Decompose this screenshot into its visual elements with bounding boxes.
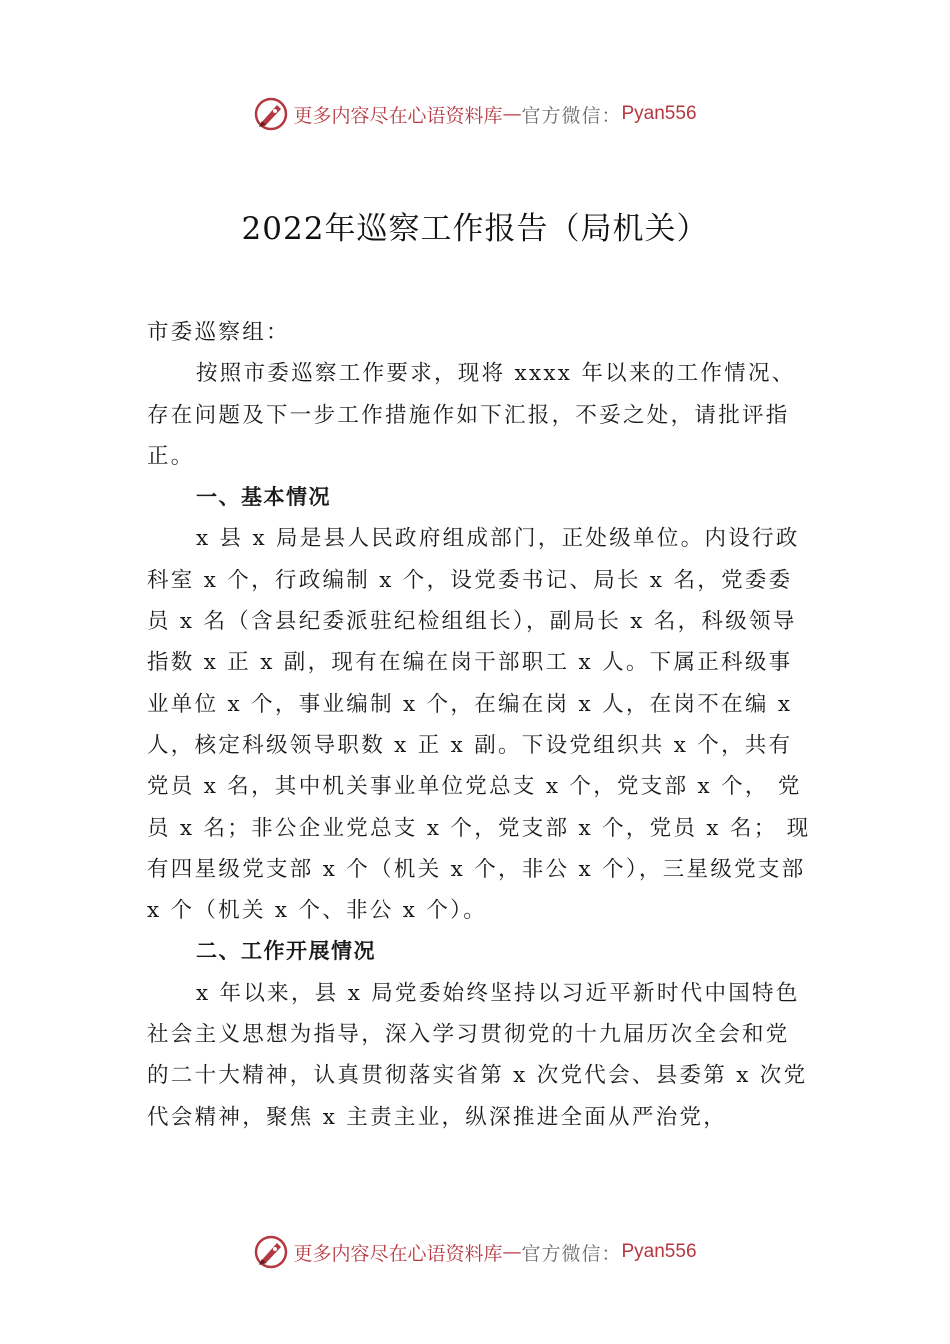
document-body	[147, 312, 811, 1138]
pen-nib-logo-icon	[253, 96, 289, 132]
section-heading-1: 一、基本情况	[196, 485, 331, 510]
banner-label: 官方微信：	[521, 104, 622, 127]
banner-label: 官方微信：	[521, 1242, 622, 1265]
document-title: 2022年巡察工作报告（局机关）	[241, 211, 709, 247]
section-2-paragraph: x 年以来，县 x 局党委始终坚持以习近平新时代中国特色社会主义思想为指导，深入学习贯彻党的十九届历次全会和党的二十大精神，认真贯彻落实省第 x 次党代会、县委第 x 次党代会精神，聚焦 x 主责主业，纵深推进全面从严治党，	[147, 980, 808, 1130]
banner-dash: —	[502, 103, 522, 125]
banner-account-id: Pyan556	[621, 103, 697, 124]
salutation: 市委巡察组：	[147, 320, 290, 345]
footer-banner	[0, 1232, 950, 1272]
intro-paragraph: 按照市委巡察工作要求，现将 xxxx 年以来的工作情况、存在问题及下一步工作措施作如下汇报，不妥之处，请批评指正。	[147, 361, 796, 469]
banner-account-id: Pyan556	[621, 1241, 697, 1262]
section-1-paragraph: x 县 x 局是县人民政府组成部门，正处级单位。内设行政科室 x 个，行政编制 x 个，设党委书记、局长 x 名，党委委员 x 名（含县纪委派驻纪检组组长），副局长 x 名，科级领导指数 x 正 x 副，现有在编在岗干部职工 x 人。下属正科级事业单位 x 个，事业编制 x 个，在编在岗 x 人，在岗不在编 x 人，核定科级领导职数 x 正 x 副。下设党组织共 x 个，共有党员 x 名，其中机关事业单位党总支 x 个，党支部 x 个， 党员 x 名；非公企业党总支 x 个，党支部 x 个，党员 x 名； 现有四星级党支部 x 个（机关 x 个，非公 x 个），三星级党支部 x 个（机关 x 个、非公 x 个）。	[147, 526, 811, 924]
banner-main-text: 更多内容尽在心语资料库	[293, 1242, 503, 1265]
banner-dash: —	[502, 1241, 522, 1263]
section-heading-2: 二、工作开展情况	[196, 939, 376, 964]
banner-main-text: 更多内容尽在心语资料库	[293, 104, 503, 127]
pen-nib-logo-icon	[253, 1234, 289, 1270]
header-banner	[0, 94, 950, 134]
